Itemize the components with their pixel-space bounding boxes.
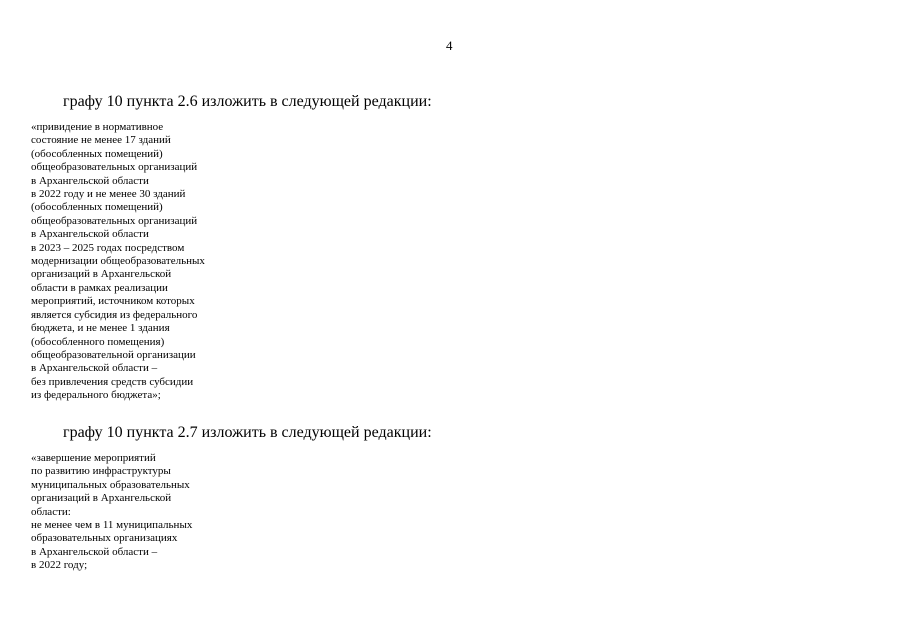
text-line: муниципальных образовательных: [31, 478, 190, 491]
text-line: мероприятий, источником которых: [31, 295, 195, 308]
text-line: в Архангельской области: [31, 174, 149, 187]
text-line: «завершение мероприятий: [31, 452, 156, 464]
text-line: организаций в Архангельской: [31, 492, 172, 505]
text-line: в 2023 – 2025 годах посредством: [31, 241, 185, 254]
text-line: состояние не менее 17 зданий: [31, 134, 171, 147]
text-line: образовательных организациях: [31, 532, 178, 545]
text-line: «привидение в нормативное: [31, 121, 164, 133]
text-line: является субсидия из федерального: [31, 308, 198, 321]
section-text-2-6: [31, 121, 205, 403]
text-line: не менее чем в 11 муниципальных: [31, 519, 193, 532]
text-line: по развитию инфраструктуры: [31, 465, 171, 478]
text-line: в Архангельской области –: [31, 545, 158, 558]
text-line: области:: [31, 505, 71, 518]
text-line: (обособленного помещения): [31, 335, 165, 348]
text-line: в 2022 году и не менее 30 зданий: [31, 188, 186, 201]
text-line: области в рамках реализации: [31, 281, 168, 294]
section-text-2-7: [31, 452, 192, 573]
text-line: без привлечения средств субсидии: [31, 375, 194, 388]
text-line: в Архангельской области: [31, 228, 149, 241]
text-line: общеобразовательных организаций: [31, 214, 198, 227]
text-line: бюджета, и не менее 1 здания: [31, 322, 170, 335]
section-heading-2-6: графу 10 пункта 2.6 изложить в следующей редакции:: [63, 93, 432, 110]
text-line: из федерального бюджета»;: [31, 389, 161, 402]
text-line: (обособленных помещений): [31, 201, 163, 214]
text-line: в Архангельской области –: [31, 362, 158, 375]
text-line: модернизации общеобразовательных: [31, 255, 205, 268]
text-line: организаций в Архангельской: [31, 268, 172, 281]
text-line: (обособленных помещений): [31, 147, 163, 160]
text-line: общеобразовательной организации: [31, 348, 196, 361]
page-number: 4: [446, 38, 453, 53]
text-line: общеобразовательных организаций: [31, 161, 198, 174]
section-heading-2-7: графу 10 пункта 2.7 изложить в следующей редакции:: [63, 424, 432, 441]
text-line: в 2022 году;: [31, 559, 88, 572]
